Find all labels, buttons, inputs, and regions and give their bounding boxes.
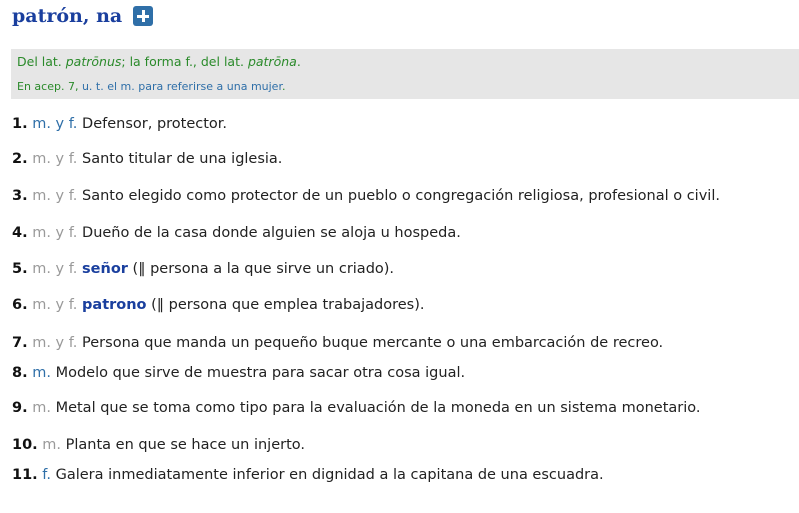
usage-note: En acep. 7, u. t. el m. para referirse a una mujer.: [17, 80, 286, 93]
xref-senor-link[interactable]: señor: [82, 261, 128, 277]
sense-gloss: (‖ persona que emplea trabajadores).: [151, 297, 425, 313]
grammar-abbr: m.: [32, 400, 51, 416]
sense-2: [12, 151, 282, 167]
etymology-text: Del lat. patrōnus; la forma f., del lat. patrōna.: [17, 54, 301, 69]
sense-definition: Defensor, protector.: [82, 116, 228, 132]
grammar-abbr: m. y f.: [32, 188, 78, 204]
sense-definition: Santo titular de una iglesia.: [82, 151, 283, 167]
sense-definition: Dueño de la casa donde alguien se aloja u hospeda.: [82, 225, 461, 241]
grammar-abbr: m.: [42, 437, 62, 453]
usage-note-link[interactable]: u. t. el m. para referirse a una mujer: [81, 80, 282, 93]
sense-number: 5.: [12, 261, 28, 277]
sense-gloss: (‖ persona a la que sirve un criado).: [132, 261, 395, 277]
etymon-patrona: patrōna: [247, 54, 297, 69]
grammar-abbr[interactable]: m. y f.: [32, 116, 78, 132]
grammar-abbr: m. y f.: [32, 261, 78, 277]
sense-number: 8.: [12, 365, 28, 381]
grammar-abbr: m. y f.: [32, 297, 78, 313]
sense-6: [12, 297, 424, 313]
sense-9: [12, 400, 701, 416]
xref-patrono-link[interactable]: patrono: [82, 297, 147, 313]
grammar-abbr[interactable]: f.: [42, 467, 51, 483]
grammar-abbr: m. y f.: [32, 225, 78, 241]
sense-number: 1.: [12, 116, 28, 132]
sense-number: 11.: [12, 467, 38, 483]
sense-definition: Modelo que sirve de muestra para sacar otra cosa igual.: [55, 365, 466, 381]
sense-8: [12, 365, 465, 381]
sense-number: 3.: [12, 188, 28, 204]
sense-definition: Planta en que se hace un injerto.: [65, 437, 306, 453]
grammar-abbr: m. y f.: [32, 151, 78, 167]
sense-number: 7.: [12, 335, 28, 351]
sense-definition: Galera inmediatamente inferior en dignidad a la capitana de una escuadra.: [55, 467, 604, 483]
grammar-abbr: m. y f.: [32, 335, 78, 351]
sense-number: 6.: [12, 297, 28, 313]
sense-5: [12, 261, 394, 277]
sense-10: [12, 437, 305, 453]
grammar-abbr[interactable]: m.: [32, 365, 51, 381]
sense-11: [12, 467, 604, 483]
sense-number: 4.: [12, 225, 28, 241]
etymology-box: [11, 49, 799, 99]
sense-definition: Persona que manda un pequeño buque mercante o una embarcación de recreo.: [82, 335, 664, 351]
sense-number: 2.: [12, 151, 28, 167]
etymon-patronus: patrōnus: [65, 54, 122, 69]
sense-number: 9.: [12, 400, 28, 416]
sense-number: 10.: [12, 437, 38, 453]
sense-definition: Metal que se toma como tipo para la evaluación de la moneda en un sistema monetario.: [55, 400, 701, 416]
sense-1: [12, 116, 227, 132]
entry-header: [12, 5, 153, 27]
sense-definition: Santo elegido como protector de un pueblo o congregación religiosa, profesional o civil.: [82, 188, 720, 204]
expand-plus-icon[interactable]: [133, 6, 153, 26]
sense-7: [12, 335, 663, 351]
headword: patrón, na: [12, 5, 123, 27]
sense-3: [12, 188, 720, 204]
sense-4: [12, 225, 461, 241]
